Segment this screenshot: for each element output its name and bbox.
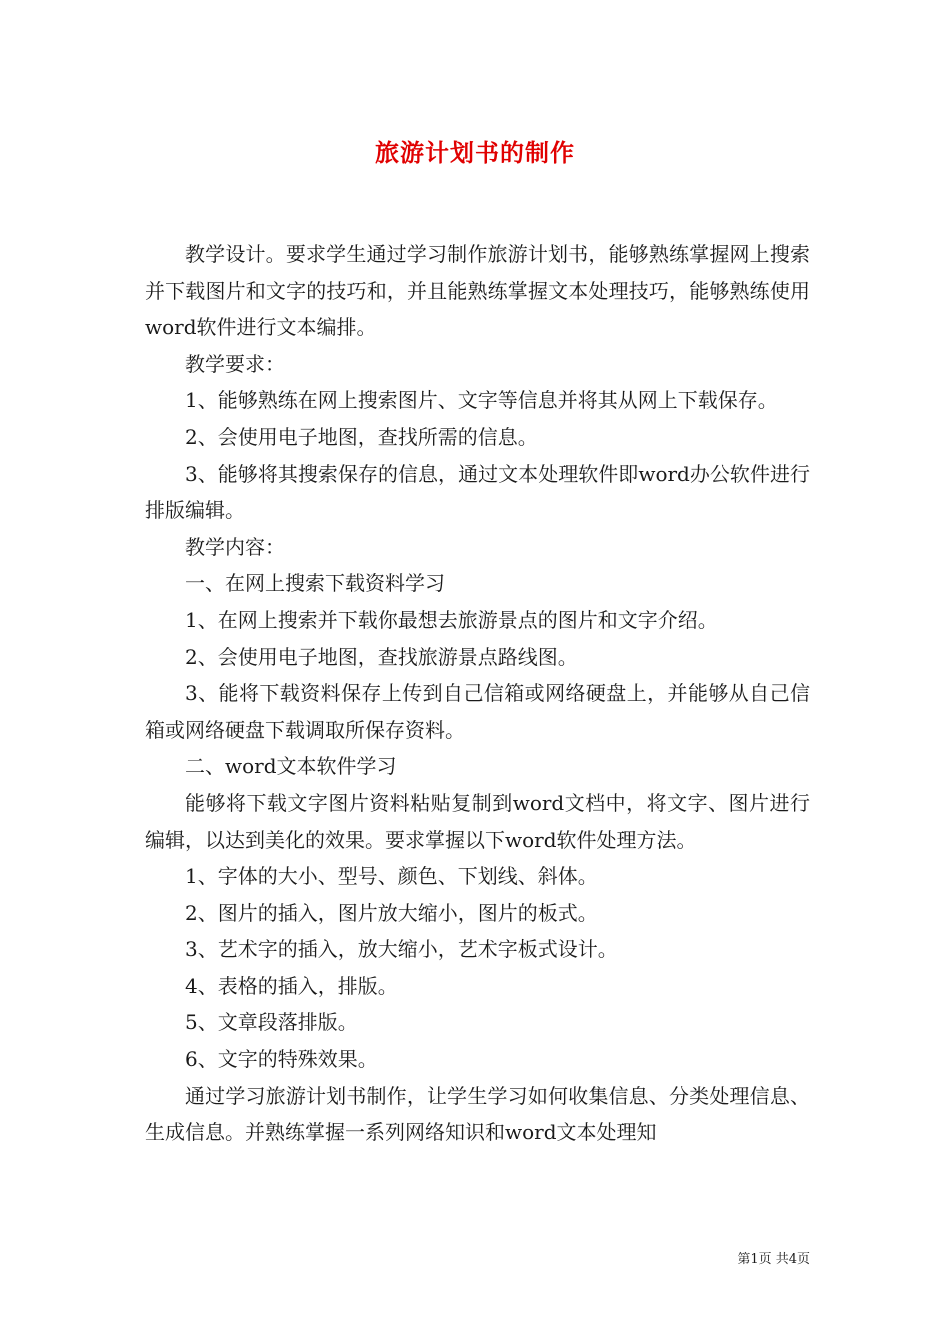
paragraph-section-1-heading: 一、在网上搜索下载资料学习 — [185, 571, 445, 596]
paragraph-section-1-item-3: 3、能将下载资料保存上传到自己信箱或网络硬盘上，并能够从自己信箱或网络硬盘下载调取所保存资料。 — [145, 681, 810, 742]
paragraph-section-2-item-1: 1、字体的大小、型号、颜色、下划线、斜体。 — [185, 864, 598, 889]
paragraph-content-heading: 教学内容： — [185, 534, 285, 559]
paragraph-section-2-item-6: 6、文字的特殊效果。 — [185, 1047, 378, 1072]
paragraph-section-2-item-4: 4、表格的插入，排版。 — [185, 973, 398, 998]
paragraph-section-2-heading: 二、word文本软件学习 — [185, 754, 397, 779]
paragraph-requirement-2: 2、会使用电子地图，查找所需的信息。 — [185, 424, 538, 449]
paragraph-requirements-heading: 教学要求： — [185, 351, 285, 376]
paragraph-requirement-3: 3、能够将其搜索保存的信息，通过文本处理软件即word办公软件进行排版编辑。 — [145, 461, 810, 523]
paragraph-requirement-1: 1、能够熟练在网上搜索图片、文字等信息并将其从网上下载保存。 — [185, 388, 778, 413]
paragraph-section-2-item-3: 3、艺术字的插入，放大缩小，艺术字板式设计。 — [185, 937, 618, 962]
paragraph-section-2-item-2: 2、图片的插入，图片放大缩小，图片的板式。 — [185, 900, 598, 925]
paragraph-conclusion: 通过学习旅游计划书制作，让学生学习如何收集信息、分类处理信息、生成信息。并熟练掌握一系列网络知识和word文本处理知 — [145, 1083, 810, 1145]
paragraph-section-1-item-1: 1、在网上搜索并下载你最想去旅游景点的图片和文字介绍。 — [185, 607, 718, 632]
document-title: 旅游计划书的制作 — [375, 138, 575, 167]
page-number-footer: 第1页 共4页 — [737, 1252, 810, 1267]
paragraph-section-2-item-5: 5、文章段落排版。 — [185, 1010, 358, 1035]
paragraph-intro: 教学设计。要求学生通过学习制作旅游计划书，能够熟练掌握网上搜索并下载图片和文字的技巧和，并且能熟练掌握文本处理技巧，能够熟练使用word软件进行文本编排。 — [145, 242, 810, 340]
paragraph-section-1-item-2: 2、会使用电子地图，查找旅游景点路线图。 — [185, 644, 578, 669]
document-body — [145, 236, 810, 1151]
paragraph-section-2-intro: 能够将下载文字图片资料粘贴复制到word文档中，将文字、图片进行编辑，以达到美化的效果。要求掌握以下word软件处理方法。 — [145, 790, 810, 852]
